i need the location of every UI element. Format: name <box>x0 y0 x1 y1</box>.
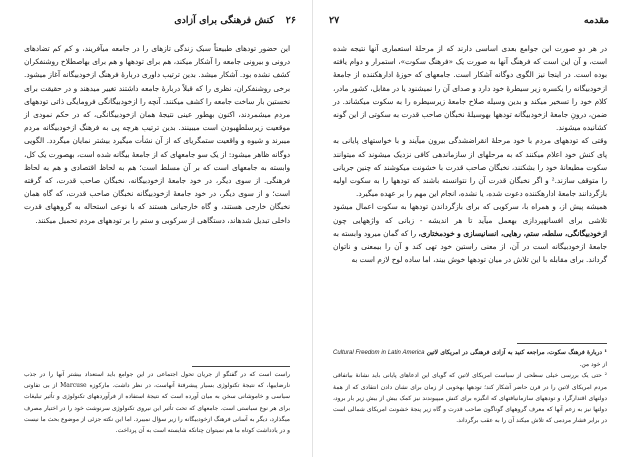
left-paragraph: این حضور تودهای طبیعتاً سبک زندگی تازهای را در جامعه میآفریند، و کم کم تضادهای درونی و بیرونی جامعه را آشکار میکند، هم برای تودهها و هم برای بهاصطلاح روشنفکران کشف نشده بود. آشکار میشد. بدین ترتیب داوری دربارهٔ فرهنگ ازخودبیگانه آغاز میشود. برخی روشنفکران، نظری را که قبلاً دربارهٔ جامعه داشتند تغییر میدهند و در حقیقت برای نخستین بار ساخت جامعه را کشف میکنند. آنچه را ازخودبیگانگی فرومایگی ذاتی تودههای مردم میشمردند، اکنون بهطور عینی نتیجهٔ همان ازخودبیگانگی، که در حکم نمودی از موقعیت زیرسلطهبودن است میبینند. بدین ترتیب هرچه پی به فرهنگ ازخودبیگانه مردم میبرند و شیوه و واقعیت ستمگریای که از آن نشأت میگیرد بیشتر نمایان میگردد. الگویی دوگانه ظاهر میشود: از یک سو جامعهای که از جامعهٔ بیگانه شده است، بهصورت یک کل، وابسته به جامعهای است که بر آن مسلط است؛ هم به لحاظ اقتصادی و هم به لحاظ فرهنگی. از سوی دیگر، در خود جامعهٔ ازخودبیگانه، نخبگان صاحب قدرت، که گرفته است؛ و از سوی دیگر، در خود جامعهٔ ازخودبیگانه نخبگان صاحب قدرت، که گاه همان نخبگان خارجی هستند، و گاه خارجیانی هستند که با نوعی استحاله به گروههای قدرت داخلی تبدیل شدهاند، دستگاهی از سرکوبی و ستم را بر تودههای مردم تحمیل میکنند. <box>24 44 290 225</box>
left-footnote-rule <box>192 366 290 367</box>
right-footnotes <box>333 347 607 426</box>
left-footnotes <box>24 369 290 436</box>
right-footnote-1: ¹ دربارهٔ فرهنگ سکوت، مراجعه کنید به آزادی فرهنگی در امریکای لاتین <box>426 349 607 356</box>
right-page-header <box>329 14 609 28</box>
right-footnote <box>333 347 607 370</box>
right-paragraph-part: را که گمان میرود وابسته به جامعهٔ ازخودبیگانه است در آن، از معنی راستین خود تهی کند و آن را بیمعنی و ناتوان گرداند. برای مقابله با این تلاش در میان تودهها خوش بیند، اما ساده لوح لازم است به <box>333 228 607 265</box>
left-footnote: راست است که در گفتگو از جریان تحول اجتماعی در این جوامع باید استعداد بیشتر آنها را در جذب نارضاییها، که نتیجهٔ تکنولوژی بسیار پیشرفتهٔ آنهاست، در نظر داشت. مارکوزه Marcuse از بی تفاوتی سیاسی و خاموشانی سخن به میان آورده است که نتیجهٔ استفاده از فرآوردههای تکنولوژی و تأثیر تبلیغات برای هر نوع سیاستی است. جامعهای که تحت تأثیر این نیروی تکنولوژی سرنوشت خود را در اختیار مصرف میگذارد، دیگر به آسانی فرهنگ ازخودبیگانه را زیر سؤال نمیبرد. اما این نکته جزئی از موضوع بحث ما نیست و در یادداشت کوتاه ما هم نمیتوان چنانکه شایسته است به آن پرداخت. <box>24 371 290 435</box>
latin-citation: Cultural Freedom in Latin America <box>333 350 425 356</box>
emphasized-terms: ازخودبیگانگی، سلطه، ستم، رهایی، انسانیسازی و خودمختاری، <box>418 228 607 238</box>
right-footnote-rule <box>517 343 607 344</box>
left-page-number: ۲۶ <box>285 15 296 26</box>
right-paragraph: در هر دو صورت این جوامع بعدی اساسی دارند که از مرحلهٔ استعماری آنها نتیجه شده است، و آن این است که فرهنگ آنها به صورت یک «فرهنگ سکوت»، استمرار و دوام یافته بوده است. در اینجا نیز الگوی دوگانه آشکار است. جامعهای که حوزهٔ ادارهکننده از جامعهٔ ازخودبیگانه را یکسره زیر سیطرهٔ خود دارد و صدای آن را نمیشنود یا در مقابل، کشور مادر، کلام خود را تسخیر میکند و بدین وسیله صلاح جامعهٔ زیرسیطره را به سکوت میکشاند. در ضمن، درونِ جامعهٔ ازخودبیگانه تودهها بهوسیلهٔ نخبگان صاحب قدرت به سکوتی از این گونه کشانیده میشوند. <box>333 44 607 133</box>
right-paragraph: وقتی که تودههای مردم با خود مرحلهٔ انقراضشدگی بیرون میآیند و با خواستهای پایانی به پای کنش خود اعلام میکنند که به مرحلهای از سازماندهی کافی نزدیک میشوند که میتوانند سکوت مطیعانهٔ خود را بشکنند، نخبگان صاحب قدرت با خشونت میکوشند که چنین جریانی را متوقف سازند.² و اگر نخبگان قدرت آن را نتوانسته باشند که تودهها را به سکوت اولیه بازگردانند جامعهٔ ادارهکننده دعوت شده، یا نشده، انجام این مهم را بر عهده میگیرد. <box>333 136 607 199</box>
right-page-number: ۲۷ <box>329 15 340 26</box>
right-page <box>313 0 626 457</box>
right-footnote: ² حتی یک بررسی خیلی سطحی از سیاست امریکای لاتین که گویای این ادعاهای پایانی باید نشانهٔ بیاتفاقی مردم امریکای لاتین را در قرن حاضر آشکار کند؛ تودهها بهخوبی از زمان برای نشان دادن انتقادی که از همهٔ دولتهای اقتدارگرا، و تودههای سازمانیافتهای که انگیزه برای کنش میپیوندند نیز کمک بیش از بیش زیر بار برود، دولتها نیز به زعم آنها که معرف گروههای گوناگون صاحب قدرت و گاه زیر پنجهٔ خشونت امریکای شمالی است در برابر فشار مردمی که تلاش میکند آن را به عقب برگرداند. <box>333 372 607 425</box>
right-footnote-1-end: از خود من. <box>579 361 607 369</box>
right-body-text <box>333 42 607 266</box>
left-running-title: کنش فرهنگی برای آزادی <box>174 15 274 26</box>
right-running-title: مقدمه <box>583 15 609 26</box>
right-paragraph <box>333 200 607 266</box>
left-page-header <box>18 14 296 28</box>
right-paragraph-part: همیشه پیش از، و همراه با، سرکوبی که برای بازگرداندن تودهها به سکوت اعمال میشود تلاشی برای افسانهپردازی بهعمل میآید تا هر اندیشه - زبانی که واژههایی چون <box>333 202 607 225</box>
left-body-text <box>24 42 290 227</box>
